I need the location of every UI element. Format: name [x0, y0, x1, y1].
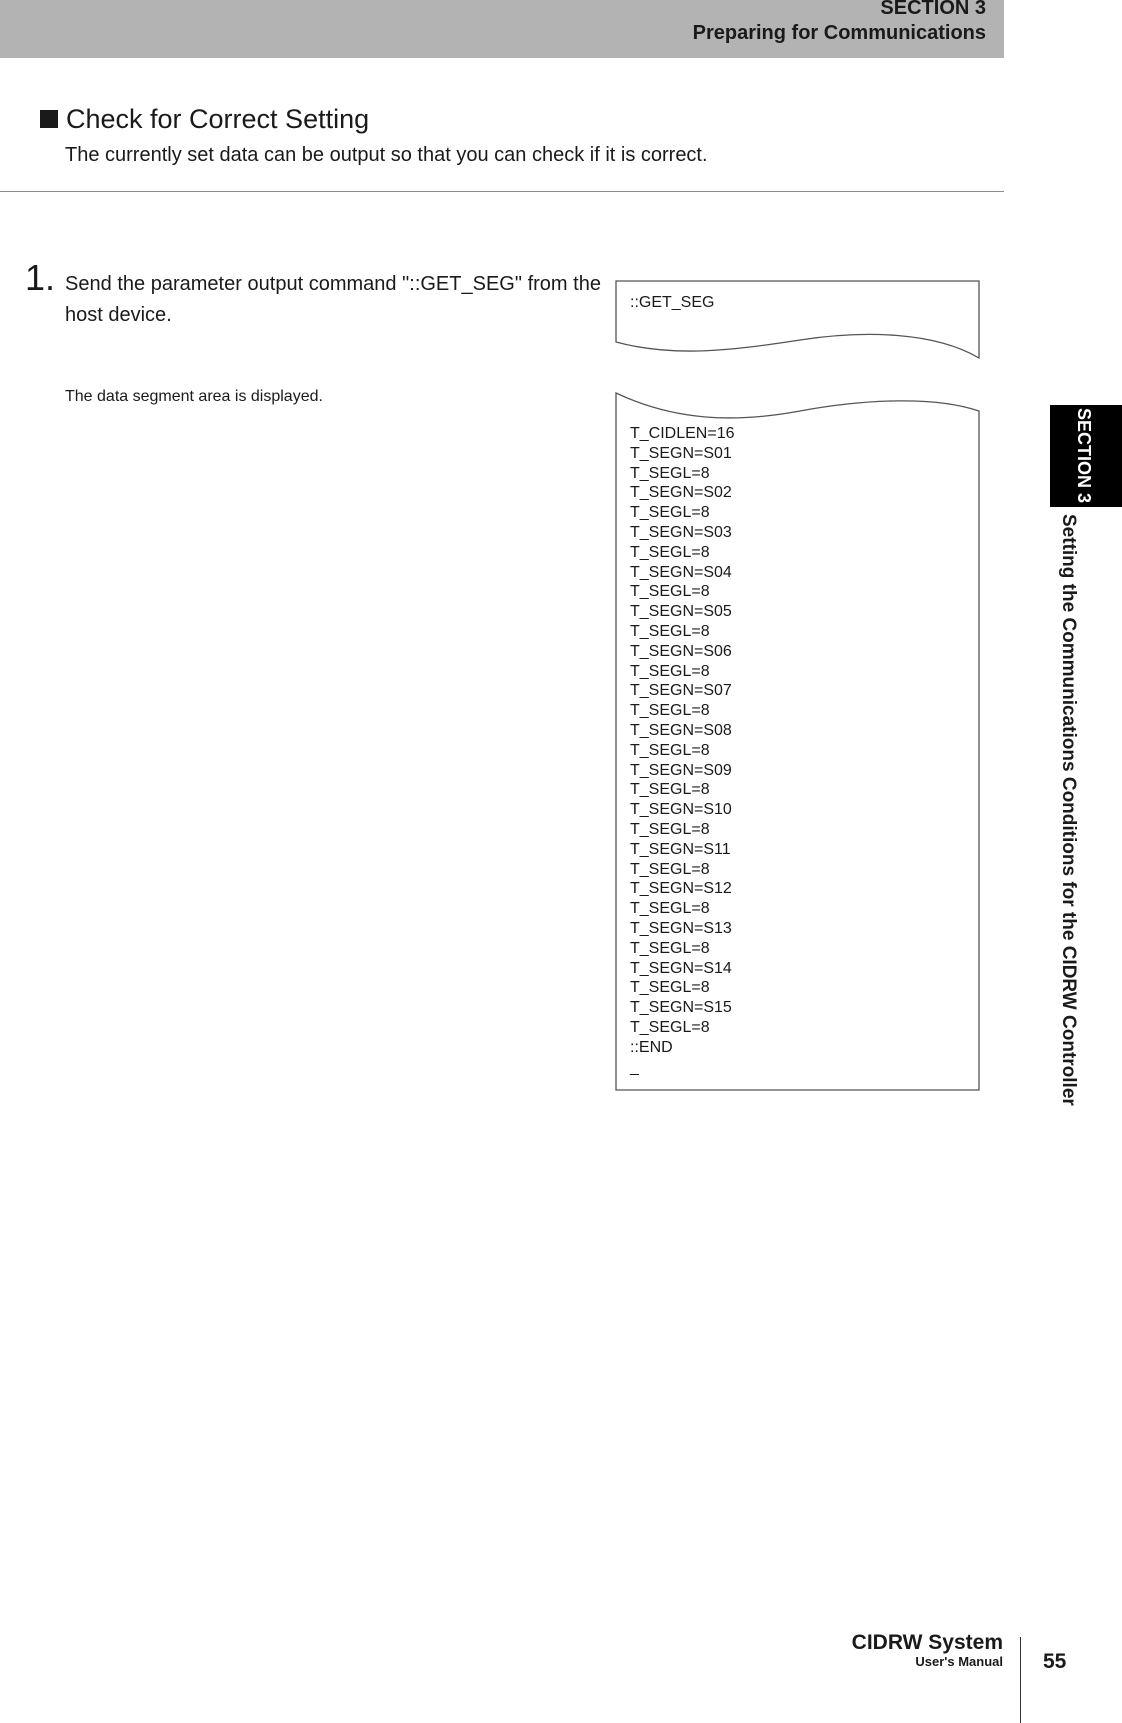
response-line: T_SEGL=8	[630, 583, 710, 601]
step-number: 1.	[25, 257, 56, 298]
response-line: T_SEGL=8	[630, 464, 710, 482]
footer-divider	[1020, 1637, 1021, 1723]
heading-text: Check for Correct Setting	[66, 104, 370, 134]
header-section-label: SECTION 3	[880, 0, 986, 19]
response-line: T_SEGL=8	[630, 1018, 710, 1036]
response-line: T_SEGL=8	[630, 820, 710, 838]
command-box	[615, 280, 981, 360]
response-line: T_SEGN=S15	[630, 999, 732, 1017]
response-lines	[630, 424, 735, 1077]
response-line: T_SEGN=S06	[630, 642, 732, 660]
response-line: T_SEGN=S11	[630, 840, 731, 858]
response-line: T_SEGN=S13	[630, 919, 732, 937]
page-number: 55	[1043, 1650, 1067, 1673]
command-text: ::GET_SEG	[630, 294, 715, 311]
response-line: T_SEGL=8	[630, 702, 710, 720]
side-tab-section: SECTION 3	[1074, 408, 1094, 504]
footer-subtitle: User's Manual	[915, 1654, 1003, 1669]
response-line: T_SEGL=8	[630, 622, 710, 640]
response-line: _	[630, 1058, 639, 1076]
response-line: T_CIDLEN=16	[630, 425, 735, 442]
response-line: T_SEGL=8	[630, 662, 710, 680]
header-subtitle: Preparing for Communications	[692, 22, 986, 44]
response-line: T_SEGL=8	[630, 939, 710, 957]
response-line: T_SEGN=S12	[630, 880, 732, 898]
step-text: Send the parameter output command "::GET_SEG" from the host device.	[65, 273, 601, 326]
response-line: T_SEGN=S08	[630, 721, 732, 739]
response-line: T_SEGL=8	[630, 860, 710, 878]
response-line: T_SEGN=S05	[630, 603, 732, 621]
response-line: T_SEGN=S01	[630, 444, 732, 462]
response-line: T_SEGN=S14	[630, 959, 732, 977]
response-line: ::END	[630, 1038, 673, 1056]
intro-text: The currently set data can be output so that you can check if it is correct.	[65, 144, 708, 166]
response-line: T_SEGL=8	[630, 781, 710, 799]
footer-title: CIDRW System	[851, 1631, 1003, 1654]
command-box-outline	[615, 280, 981, 360]
response-line: T_SEGN=S09	[630, 761, 732, 779]
response-line: T_SEGN=S07	[630, 682, 732, 700]
response-line: T_SEGL=8	[630, 979, 710, 997]
response-line: T_SEGL=8	[630, 504, 710, 522]
response-line: T_SEGN=S03	[630, 523, 732, 541]
side-tab-title: Setting the Communications Conditions for the CIDRW Controller	[1058, 514, 1079, 1106]
result-note: The data segment area is displayed.	[65, 388, 323, 405]
response-line: T_SEGL=8	[630, 900, 710, 918]
section-heading	[40, 102, 369, 136]
response-box	[615, 391, 981, 1092]
header-bar	[0, 0, 1004, 58]
response-line: T_SEGN=S04	[630, 563, 732, 581]
square-bullet-icon	[40, 110, 58, 128]
response-line: T_SEGN=S02	[630, 484, 732, 502]
response-line: T_SEGN=S10	[630, 801, 732, 819]
section-divider	[0, 191, 1004, 192]
response-line: T_SEGL=8	[630, 543, 710, 561]
response-line: T_SEGL=8	[630, 741, 710, 759]
